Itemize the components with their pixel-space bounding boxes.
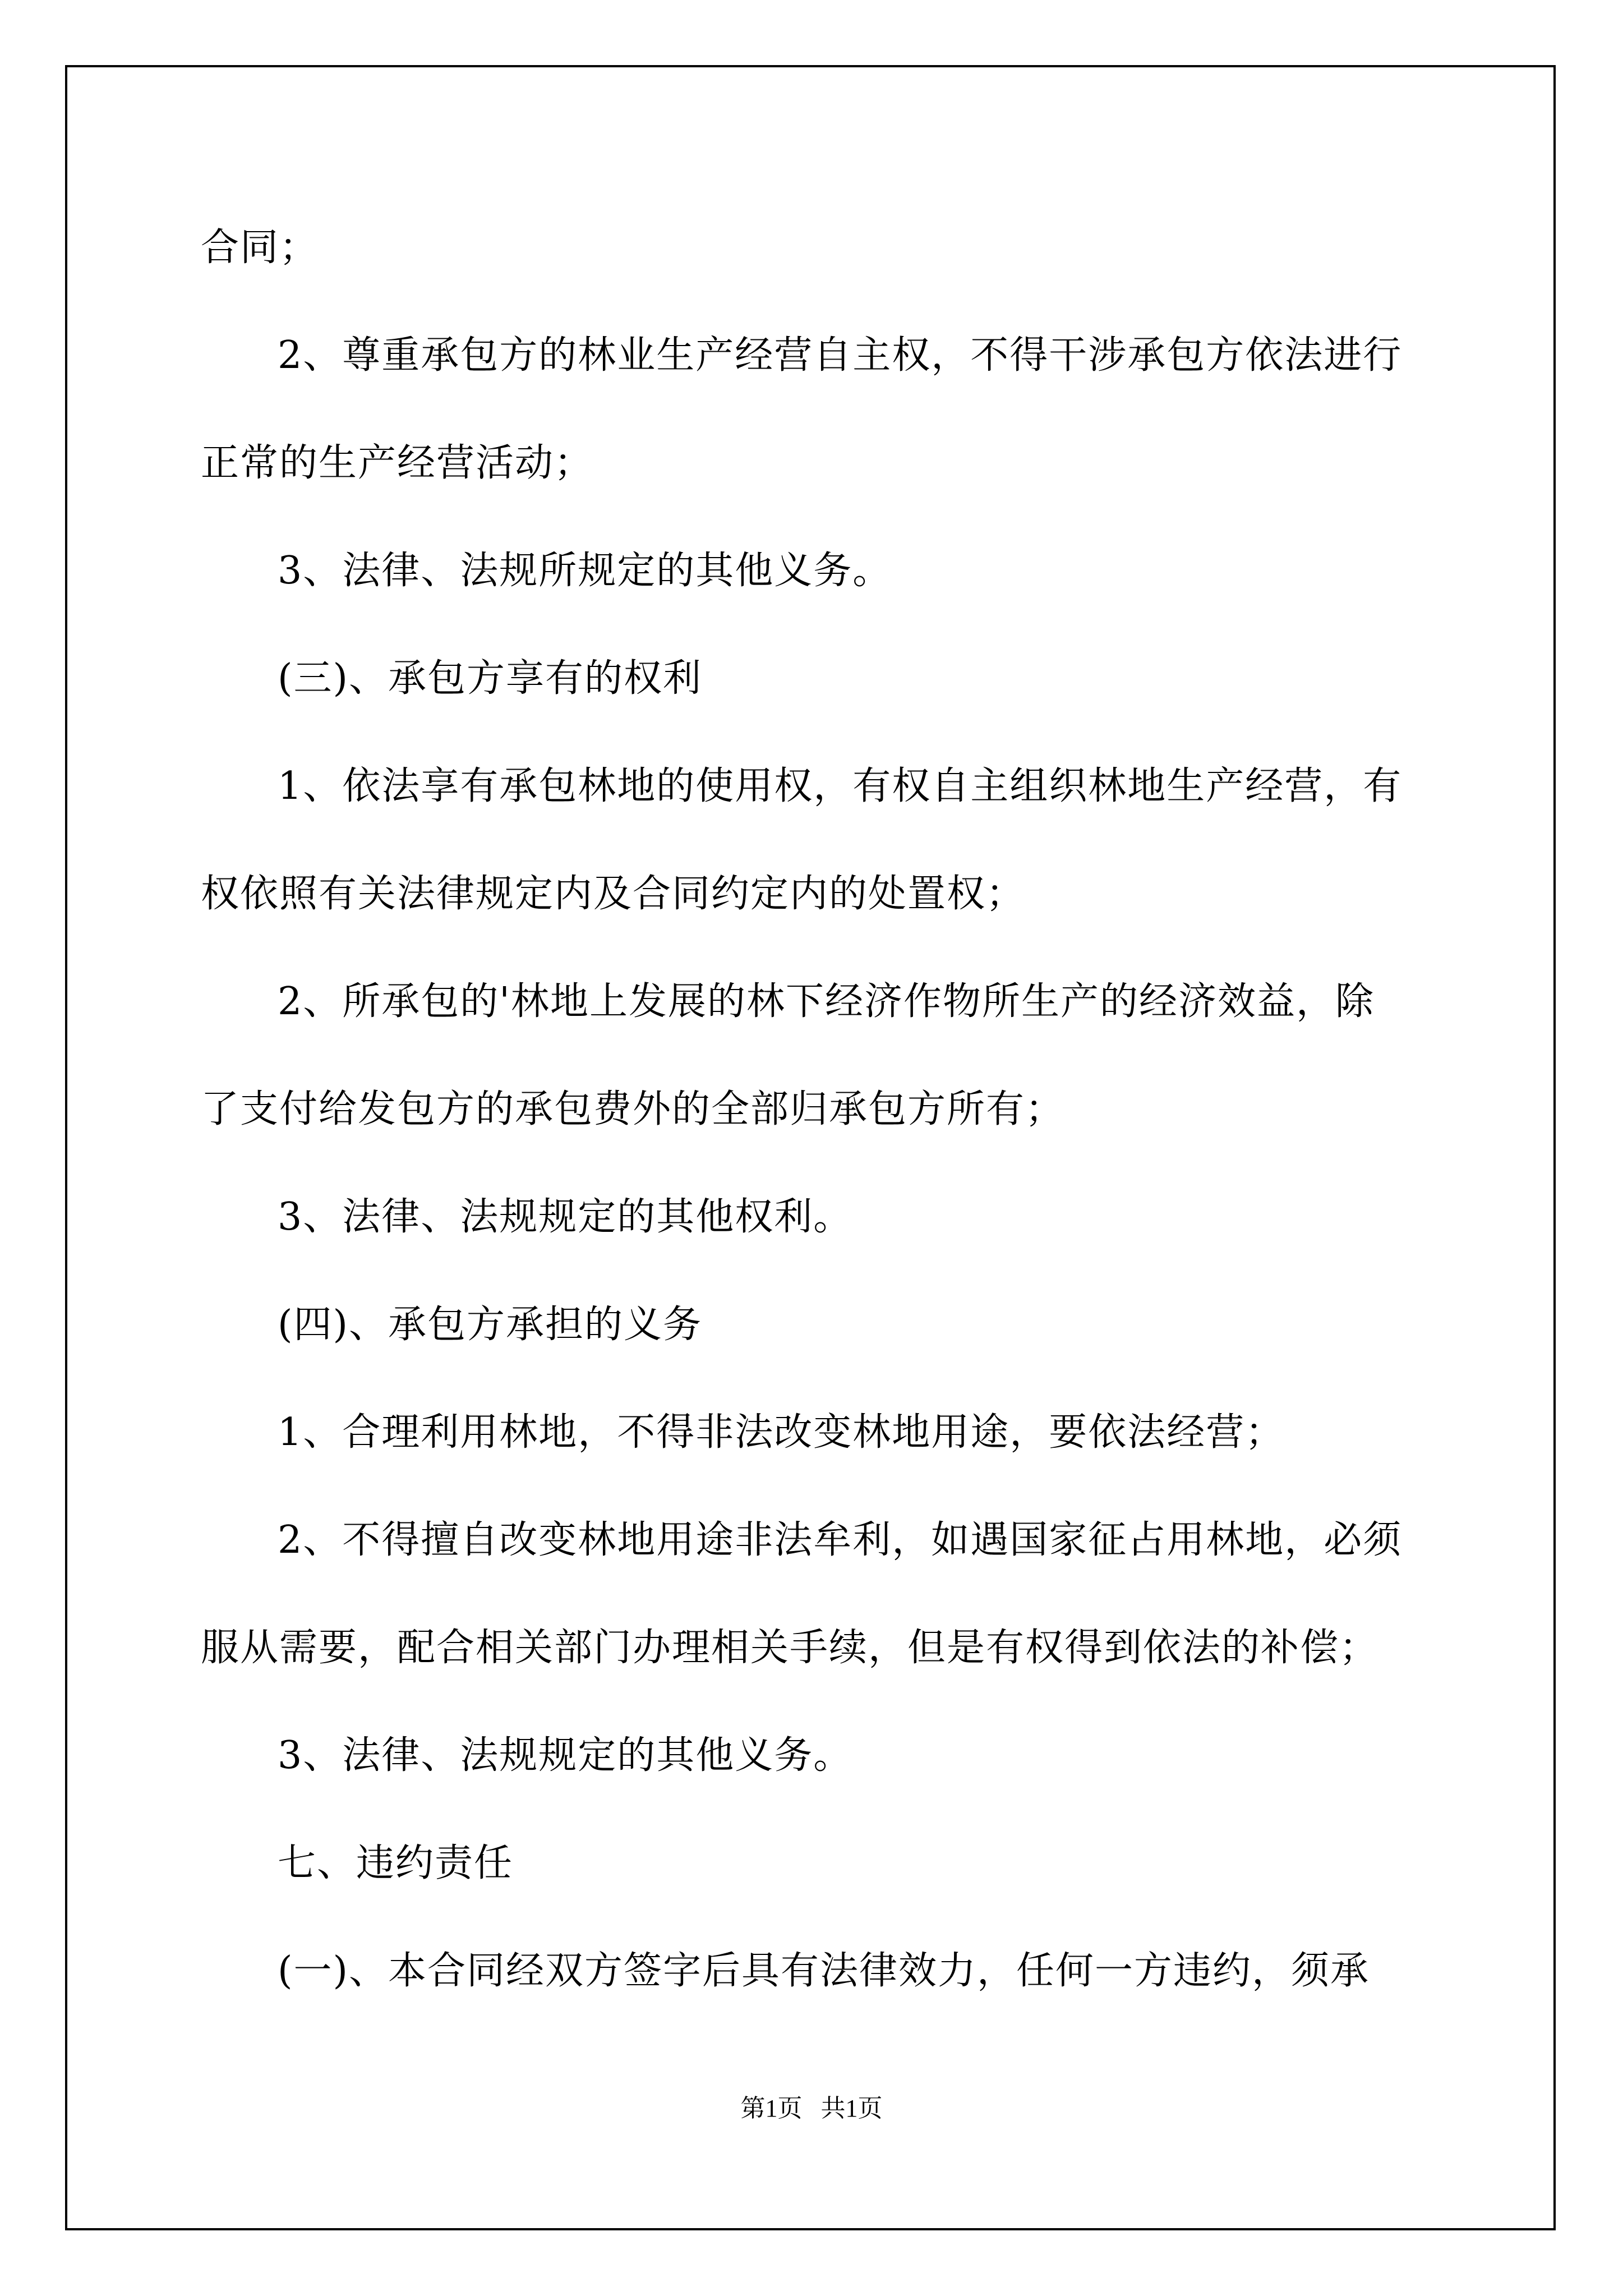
text-line: 权依照有关法律规定内及合同约定内的处置权；	[201, 872, 1026, 916]
section-heading: (三)、承包方享有的权利	[278, 656, 703, 701]
page-footer: 第1页 共1页	[740, 2095, 883, 2122]
text-line: 2、不得擅自改变林地用途非法牟利，如遇国家征占用林地，必须	[278, 1518, 1403, 1562]
text-line: 1、合理利用林地，不得非法改变林地用途，要依法经营；	[278, 1410, 1285, 1455]
text-line: 2、所承包的'林地上发展的林下经济作物所生产的经济效益，除	[278, 979, 1375, 1024]
text-line: (一)、本合同经双方签字后具有法律效力，任何一方违约，须承	[278, 1949, 1370, 1993]
section-heading: 七、违约责任	[278, 1841, 514, 1885]
page-border	[65, 65, 1556, 2230]
text-line: 3、法律、法规规定的其他权利。	[278, 1195, 853, 1239]
text-line: 服从需要，配合相关部门办理相关手续，但是有权得到依法的补偿；	[201, 1626, 1379, 1670]
text-line: 1、依法享有承包林地的使用权，有权自主组织林地生产经营，有	[278, 764, 1403, 808]
text-line: 合同；	[201, 226, 319, 270]
section-heading: (四)、承包方承担的义务	[278, 1303, 703, 1347]
text-line: 3、法律、法规规定的其他义务。	[278, 1733, 853, 1778]
text-line: 正常的生产经营活动；	[201, 441, 594, 485]
text-line: 3、法律、法规所规定的其他义务。	[278, 549, 892, 593]
text-line: 了支付给发包方的承包费外的全部归承包方所有；	[201, 1087, 1065, 1131]
text-line: 2、尊重承包方的林业生产经营自主权，不得干涉承包方依法进行	[278, 333, 1403, 378]
